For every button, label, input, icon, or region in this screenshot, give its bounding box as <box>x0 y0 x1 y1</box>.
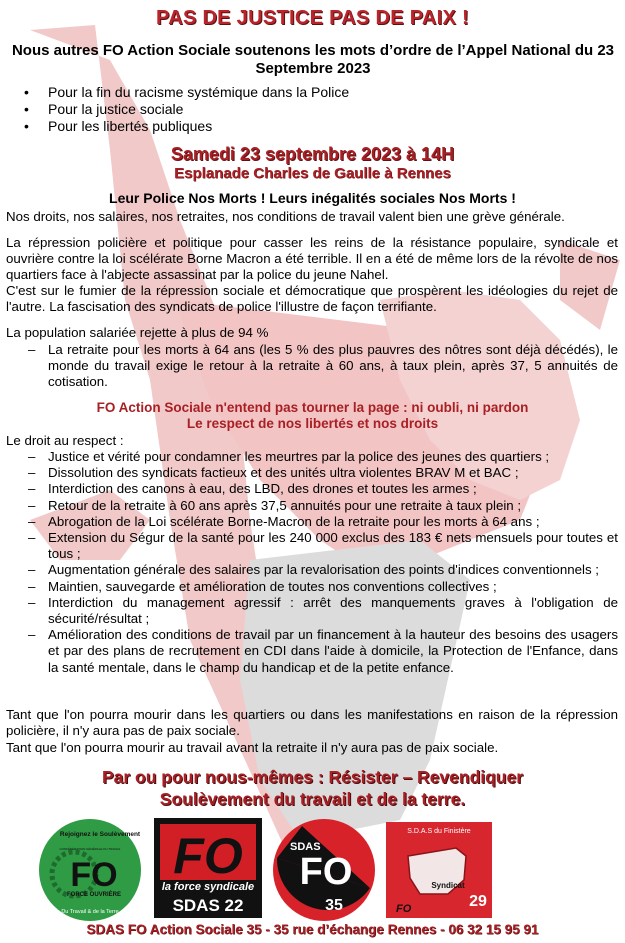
logo-soulevement-top: Rejoignez le Soulèvement <box>59 831 141 838</box>
slogan: Leur Police Nos Morts ! Leurs inégalités sociales Nos Morts ! <box>109 190 516 206</box>
paragraph-repression: La répression policière et politique pour casser les reins de la résistance populaire, syndicale et ouvrière contre la loi scélérate Borne Macron a été terrible. Il en a été de même lors de la révolte de nos quartiers face à l'abjecte assassinat par la police du jeune Nahel. <box>6 235 618 283</box>
list-item: – Extension du Ségur de la santé pour les 240 000 exclus des 183 € nets mensuels pour toutes et tous ; <box>6 530 618 562</box>
logo-sdas22-main: FO <box>173 828 243 884</box>
paragraph-strike: Nos droits, nos salaires, nos retraites, nos conditions de travail valent bien une grève générale. <box>6 209 565 224</box>
intro-statement: Nous autres FO Action Sociale soutenons les mots d’ordre de l’Appel National du 23 Septembre 2023 <box>11 42 615 77</box>
list-item: – Interdiction du management agressif : arrêt des manquements graves à l'obligation de sécurité/résultat ; <box>6 595 618 627</box>
closing-line1: Par ou pour nous-mêmes : Résister – Revendiquer <box>101 767 524 787</box>
closing-slogan <box>0 766 625 810</box>
logo-sdas29-fo: FO <box>396 903 412 915</box>
list-item: – Dissolution des syndicats factieux et des unités ultra violentes BRAV M et BAC ; <box>6 465 618 481</box>
logo-sdas35 <box>272 818 376 927</box>
list-item: – Interdiction des canons à eau, des LBD, des drones et toutes les armes ; <box>6 481 618 497</box>
list-item: – Justice et vérité pour condamner les meurtres par la police des jeunes des quartiers ; <box>6 449 618 465</box>
demand-item: • Pour la fin du racisme systémique dans la Police <box>48 84 349 101</box>
list-item: – Abrogation de la Loi scélérate Borne-Macron de la retraite pour les morts à 64 ans ; <box>6 514 618 530</box>
fo-statement-line1: FO Action Sociale n'entend pas tourner la page : ni oubli, ni pardon <box>96 400 529 415</box>
list-item: – Augmentation générale des salaires par la revalorisation des points d'indices conventionnels ; <box>6 562 618 578</box>
event-date: Samedi 23 septembre 2023 à 14H <box>170 144 455 164</box>
logo-sdas29-num: 29 <box>469 893 487 910</box>
logo-sdas29-top: S.D.A.S du Finistère <box>407 828 471 835</box>
conclusion-line2: Tant que l'on pourra mourir au travail avant la retraite il n'y aura pas de paix sociale. <box>6 740 499 755</box>
demand-item: • Pour la justice sociale <box>48 101 349 118</box>
demands-list <box>48 84 349 135</box>
logo-soulevement <box>36 818 144 927</box>
logo-soulevement-sub: FORCE OUVRIÈRE <box>66 892 122 898</box>
paragraph-fascisation: C'est sur le fumier de la répression sociale et démocratique que prospèrent les idéologies du rejet de l'autre. La fascisation des syndicats de police l'illustre de façon terrifiante. <box>6 283 618 315</box>
respect-heading: Le droit au respect : <box>6 433 124 448</box>
list-item: – La retraite pour les morts à 64 ans (les 5 % des plus pauvres des nôtres sont déjà décédés), le monde du travail exige le retour à la retraite à 60 ans, à taux plein, après 37, 5 annuités de cotisation. <box>6 342 618 391</box>
logo-sdas35-sub: 35 <box>325 897 343 914</box>
logo-sdas22 <box>154 818 262 923</box>
list-item: – Amélioration des conditions de travail par un financement à la hauteur des besoins des usagers et par des plans de recrutement en CDI dans l'aide à domicile, la Protection de l'Enfance, dans la santé mentale, dans le champ du handicap et de la petite enfance. <box>6 627 618 676</box>
logo-sdas35-top: SDAS <box>290 841 321 853</box>
respect-list <box>6 449 618 676</box>
closing-line2: Soulèvement du travail et de la terre. <box>159 789 466 809</box>
logo-sdas29 <box>386 822 492 923</box>
paragraph-population: La population salariée rejette à plus de 94 % <box>6 325 269 340</box>
logo-soulevement-bottom: Du Travail & de la Terre <box>61 909 119 915</box>
logo-soulevement-main: FO <box>70 856 118 894</box>
logo-sdas35-main: FO <box>299 851 353 893</box>
logo-sdas22-tagline: la force syndicale <box>161 881 255 893</box>
logo-soulevement-tiny: CONFÉDÉRATION GÉNÉRALE DU TRAVAIL <box>59 847 121 851</box>
fo-statement-line2: Le respect de nos libertés et nos droits <box>186 416 439 431</box>
logo-sdas22-sub: SDAS 22 <box>172 896 244 915</box>
conclusion-line1: Tant que l'on pourra mourir dans les quartiers ou dans les manifestations en raison de la répression policière, il n'y aura pas de paix sociale. <box>6 707 618 739</box>
retraite-list <box>6 342 618 391</box>
footer-contact: SDAS FO Action Sociale 35 - 35 rue d’échange Rennes - 06 32 15 95 91 <box>86 922 539 937</box>
list-item: – Maintien, sauvegarde et amélioration de toutes nos conventions collectives ; <box>6 579 618 595</box>
demand-item: • Pour les libertés publiques <box>48 118 349 135</box>
event-place: Esplanade Charles de Gaulle à Rennes <box>174 165 451 182</box>
page-title: PAS DE JUSTICE PAS DE PAIX ! <box>156 7 469 29</box>
logo-sdas29-syndicat: Syndicat <box>431 881 465 890</box>
list-item: – Retour de la retraite à 60 ans après 37,5 annuités pour une retraite à taux plein ; <box>6 498 618 514</box>
